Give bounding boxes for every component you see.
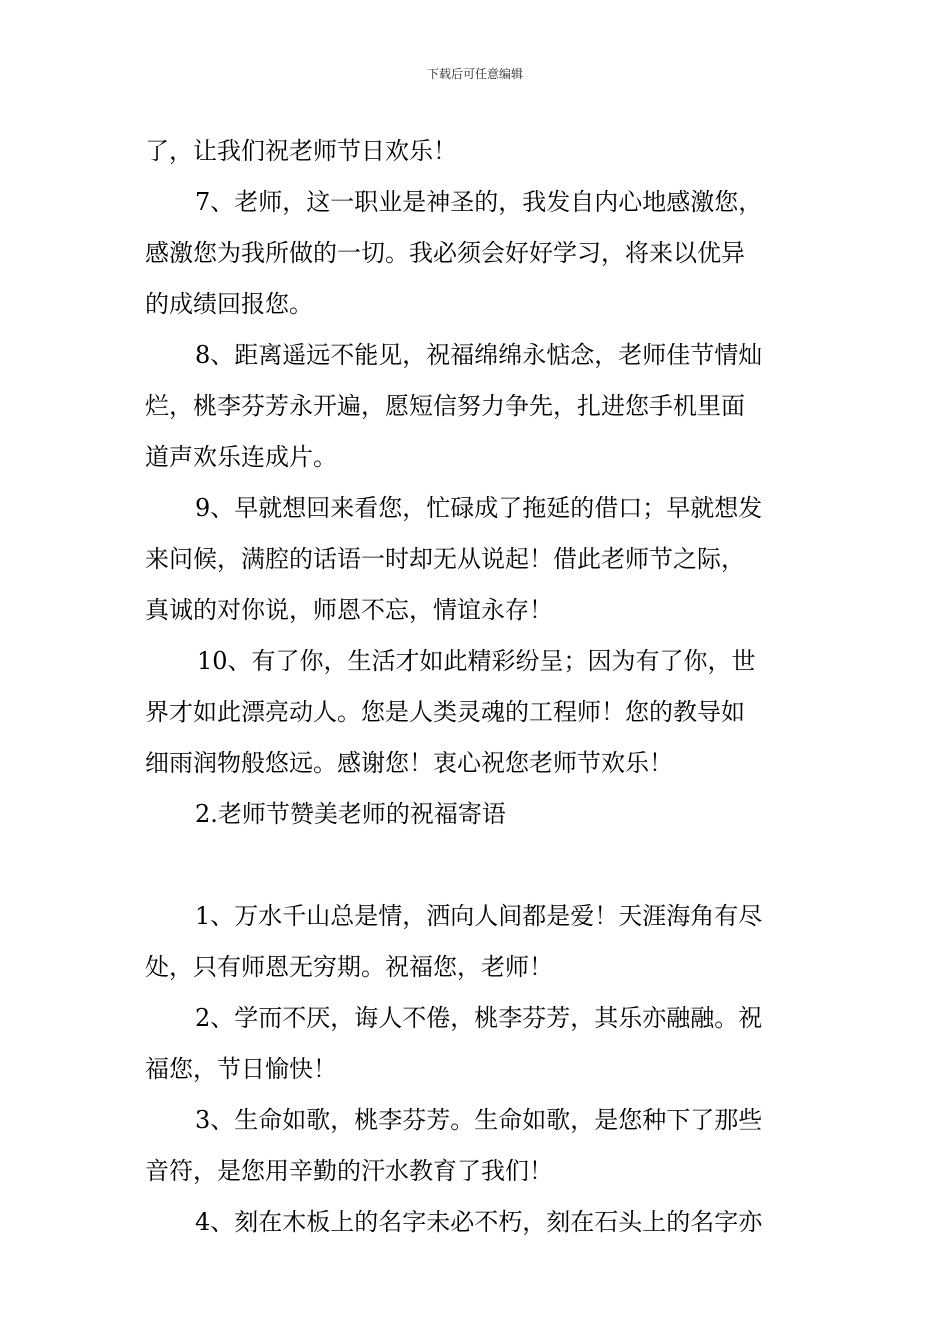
text-line: 福您，节日愉快！	[145, 1055, 337, 1083]
text-line: 界才如此漂亮动人。您是人类灵魂的工程师！您的教导如	[145, 698, 745, 726]
text-line: 真诚的对你说，师恩不忘，情谊永存！	[145, 596, 553, 624]
text-line: 4、刻在木板上的名字未必不朽，刻在石头上的名字亦	[195, 1208, 763, 1236]
text-line: 音符，是您用辛勤的汗水教育了我们！	[145, 1157, 553, 1185]
text-line: 3、生命如歌，桃李芬芳。生命如歌，是您种下了那些	[195, 1106, 763, 1134]
text-line: 8、距离遥远不能见，祝福绵绵永惦念，老师佳节情灿	[195, 341, 763, 369]
text-line: 10、有了你，生活才如此精彩纷呈；因为有了你，世	[197, 647, 756, 675]
text-line: 道声欢乐连成片。	[145, 443, 337, 471]
text-line: 了，让我们祝老师节日欢乐！	[145, 137, 457, 165]
text-line: 的成绩回报您。	[145, 290, 313, 318]
text-line: 9、早就想回来看您，忙碌成了拖延的借口；早就想发	[195, 494, 763, 522]
text-line: 来问候，满腔的话语一时却无从说起！借此老师节之际，	[145, 545, 745, 573]
blank-line	[145, 840, 807, 891]
text-line: 2、学而不厌，诲人不倦，桃李芬芳，其乐亦融融。祝	[195, 1004, 763, 1032]
document-body	[145, 126, 807, 1248]
text-line: 感激您为我所做的一切。我必须会好好学习，将来以优异	[145, 239, 745, 267]
page-header-note: 下载后可任意编辑	[426, 67, 523, 81]
text-line: 烂，桃李芬芳永开遍，愿短信努力争先，扎进您手机里面	[145, 392, 745, 420]
text-line: 处，只有师恩无穷期。祝福您，老师！	[145, 953, 553, 981]
text-line: 1、万水千山总是情，洒向人间都是爱！天涯海角有尽	[195, 902, 763, 930]
text-line: 7、老师，这一职业是神圣的，我发自内心地感激您，	[195, 188, 763, 216]
text-line: 细雨润物般悠远。感谢您！衷心祝您老师节欢乐！	[145, 749, 673, 777]
section-heading: 2.老师节赞美老师的祝福寄语	[195, 800, 506, 828]
